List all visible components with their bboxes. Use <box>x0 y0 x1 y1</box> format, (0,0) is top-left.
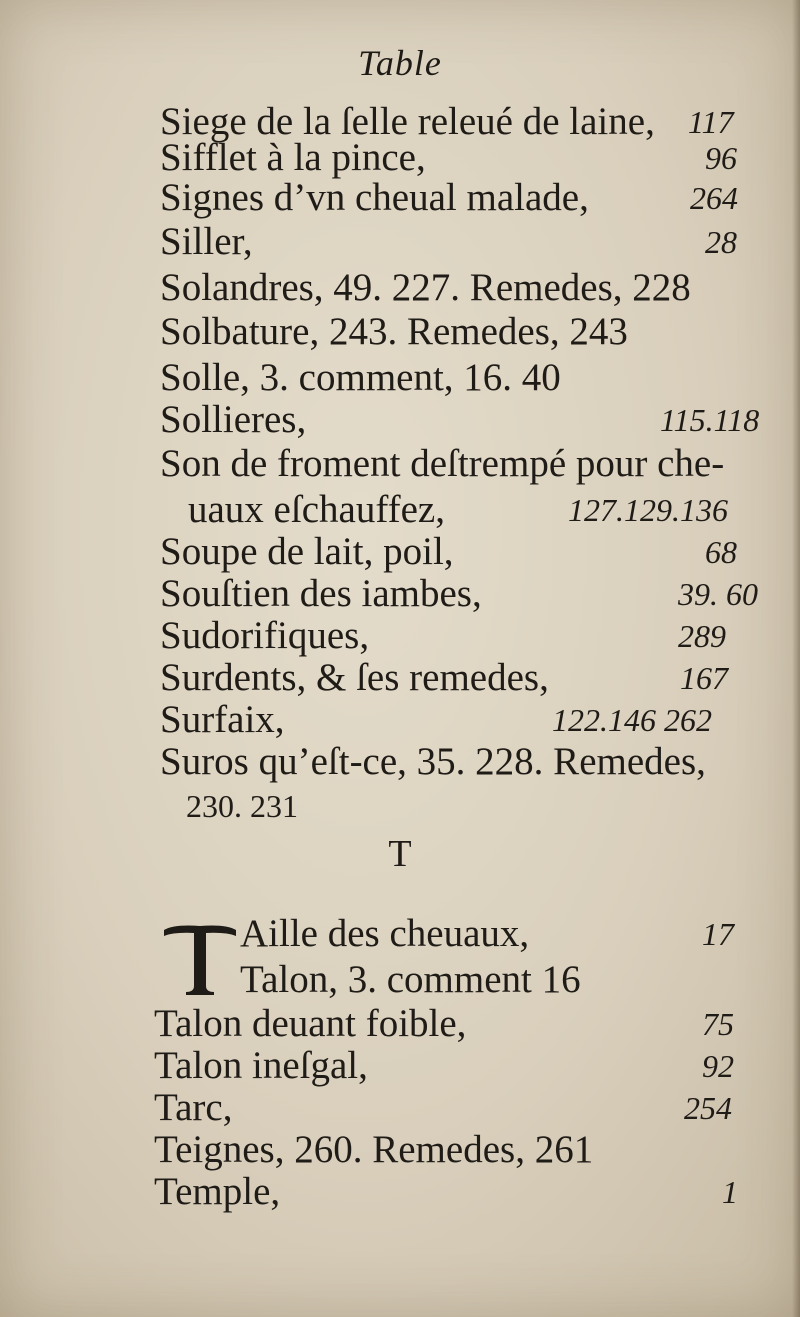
entry-text: uaux eſchauffez, <box>188 488 445 531</box>
index-entry <box>160 220 770 264</box>
entry-text: Siege de la ſelle releué de laine, <box>160 100 655 143</box>
entry-page: 122.146 262 <box>552 702 712 738</box>
section-letter: T <box>388 833 412 875</box>
index-entry <box>160 136 770 180</box>
entry-page: 28 <box>705 224 737 260</box>
entry-text: Surfaix, <box>160 698 285 741</box>
entry-page: 68 <box>705 534 737 570</box>
index-entry <box>160 398 770 442</box>
entry-page: 254 <box>684 1090 732 1126</box>
index-entry <box>160 698 770 742</box>
entry-text: Suros qu’eſt-ce, 35. 228. Remedes, <box>160 740 706 783</box>
index-entry <box>160 266 770 310</box>
entry-text: Tarc, <box>154 1086 233 1129</box>
index-entry <box>160 356 770 400</box>
entry-text: Talon ineſgal, <box>154 1044 368 1087</box>
decorative-initial-t-icon <box>160 920 240 996</box>
entry-text: Solbature, 243. Remedes, 243 <box>160 310 628 353</box>
index-entry <box>160 530 770 574</box>
entry-page: 17 <box>702 916 734 952</box>
entry-text: Surdents, & ſes remedes, <box>160 656 549 699</box>
index-entry <box>240 912 770 956</box>
entry-text: Souſtien des iambes, <box>160 572 482 615</box>
index-entry <box>154 1044 770 1088</box>
entry-page: 167 <box>680 660 728 696</box>
entry-text: Aille des cheuaux, <box>240 912 530 955</box>
entry-page: 1 <box>722 1174 738 1210</box>
entry-text: Solandres, 49. 227. Remedes, 228 <box>160 266 691 309</box>
entry-page: 115.118 <box>660 402 760 438</box>
index-entry <box>240 958 770 1002</box>
entry-text: Soupe de lait, poil, <box>160 530 454 573</box>
entry-text: 230. 231 <box>186 788 298 824</box>
entry-page: 92 <box>702 1048 734 1084</box>
entry-page: 127.129.136 <box>568 492 728 528</box>
index-entry <box>188 488 768 532</box>
entry-text: Talon deuant foible, <box>154 1002 467 1045</box>
entry-page: 117 <box>688 104 734 140</box>
entry-text: Sollieres, <box>160 398 307 441</box>
entry-page: 264 <box>690 180 738 216</box>
index-entry <box>160 656 770 700</box>
index-entry <box>160 572 770 616</box>
index-entry <box>160 442 770 486</box>
entry-text: Sudorifiques, <box>160 614 370 657</box>
entry-page: 39. 60 <box>678 576 758 612</box>
index-entry <box>160 310 770 354</box>
index-entry <box>154 1170 770 1214</box>
entry-text: Son de froment deſtrempé pour che- <box>160 442 725 485</box>
index-entry <box>154 1086 770 1130</box>
page-header: Table <box>358 43 442 83</box>
entry-text: Solle, 3. comment, 16. 40 <box>160 356 561 399</box>
entry-page: 75 <box>702 1006 734 1042</box>
entry-page: 289 <box>678 618 726 654</box>
entry-text: Siller, <box>160 220 253 263</box>
index-entry <box>154 1128 770 1172</box>
entry-text: Teignes, 260. Remedes, 261 <box>154 1128 594 1171</box>
entry-text: Signes d’vn cheual malade, <box>160 176 589 219</box>
index-entry <box>186 784 486 828</box>
entry-text: Sifflet à la pince, <box>160 136 426 179</box>
index-entry <box>160 614 770 658</box>
entry-text: Talon, 3. comment 16 <box>240 958 581 1001</box>
index-entry <box>160 176 770 220</box>
index-entry <box>160 740 770 784</box>
index-entry <box>154 1002 770 1046</box>
entry-page: 96 <box>705 140 737 176</box>
entry-text: Temple, <box>154 1170 281 1213</box>
